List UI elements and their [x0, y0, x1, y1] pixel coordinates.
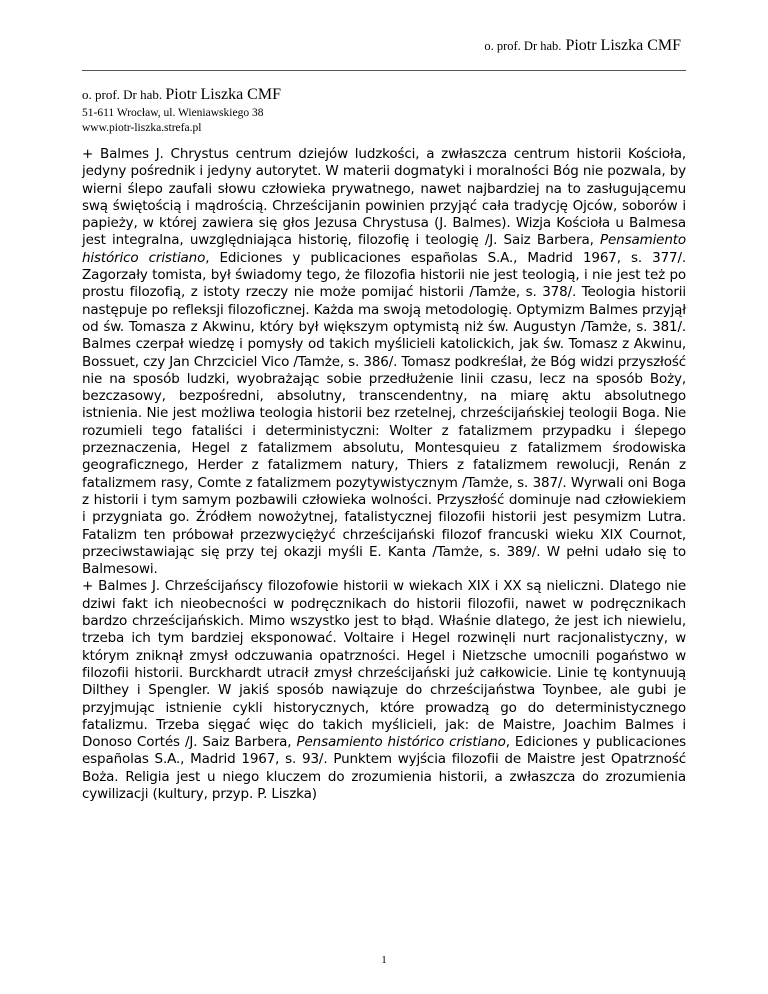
page-number: 1	[381, 954, 387, 966]
author-address: 51-611 Wrocław, ul. Wieniawskiego 38	[82, 106, 264, 119]
header-rule	[82, 70, 686, 71]
body-text	[82, 146, 686, 803]
author-website: www.piotr-liszka.strefa.pl	[82, 121, 202, 134]
paragraph-text: + Balmes J. Chrystus centrum dziejów ludzkości, a zwłaszcza centrum historii Kościoła, jedyny pośrednik i jedyny autorytet. W materii dogmatyki i moralności Bóg nie pozwala, by wierni ślepo zaufali słowu człowieka prywatnego, nawet najbardziej na to zasługującemu swą świętością i mądrością. Chrześcijanin powinien przyjąć cała tradycję Ojców, soborów i papieży, w której zawiera się głos Jezusa Chrystusa (J. Balmes). Wizja Kościoła u Balmesa jest integralna, uwzględniająca historię, filozofię i teologię /J. Saiz Barbera,	[82, 146, 686, 249]
author-name: Piotr Liszka CMF	[165, 86, 281, 103]
running-header-prefix: o. prof. Dr hab.	[484, 39, 562, 53]
author-block	[82, 85, 281, 136]
paragraph	[82, 146, 686, 578]
paragraph-text: , Ediciones y publicaciones españolas S.A., Madrid 1967, s. 93/. Punktem wyjścia filozofii de Maistre jest Opatrzność Boża. Religia jest u niego kluczem do zrozumienia historii, a zwłaszcza do zrozumienia cywilizacji (kultury, przyp. P. Liszka)	[82, 734, 686, 802]
paragraph	[82, 578, 686, 803]
running-header	[484, 37, 681, 55]
paragraph-text: , Ediciones y publicaciones españolas S.A., Madrid 1967, s. 377/. Zagorzały tomista, był świadomy tego, że filozofia historii nie jest teologią, i nie jest też po prostu filozofią, z istoty rzeczy nie może pomijać historii /Tamże, s. 378/. Teologia historii następuje po refleksji filozoficznej. Każda ma swoją metodologię. Optymizm Balmes przyjął od św. Tomasza z Akwinu, który był większym optymistą niż św. Augustyn /Tamże, s. 381/. Balmes czerpał wiedzę i pomysły od takich myślicieli katolickich, jak św. Tomasz z Akwinu, Bossuet, czy Jan Chrzciciel Vico /Tamże, s. 386/. Tomasz podkreślał, że Bóg widzi przyszłość nie na sposób ludzki, wyobrażając sobie przedłużenie linii czasu, lecz na sposób Boży, bezczasowy, bezpośredni, absolutny, transcendentny, na miarę aktu absolutnego istnienia. Nie jest możliwa teologia historii bez rzetelnej, chrześcijańskiej teologii Boga. Nie rozumieli tego fataliści i deterministyczni: Wolter z fatalizmem przypadku i ślepego przeznaczenia, Hegel z fatalizmem absolutu, Montesquieu z fatalizmem środowiska geograficznego, Herder z fatalizmem natury, Thiers z fatalizmem rewolucji, Renán z fatalizmem rasy, Comte z fatalizmem pozytywistycznym /Tamże, s. 387/. Wyrwali oni Boga z historii i tym samym pozbawili człowieka wolności. Przyszłość dominuje nad człowiekiem i przygniata go. Źródłem nowożytnej, fatalistycznej filozofii historii jest pesymizm Lutra. Fatalizm ten próbował przezwyciężyć chrześcijański filozof francuski wieku XIX Cournot, przeciwstawiając się przy tej okazji myśli E. Kanta /Tamże, s. 389/. W pełni udało się to Balmesowi.	[82, 249, 686, 578]
author-prefix: o. prof. Dr hab.	[82, 87, 163, 102]
running-header-name: Piotr Liszka CMF	[565, 37, 681, 54]
paragraph-text: + Balmes J. Chrześcijańscy filozofowie historii w wiekach XIX i XX są nieliczni. Dlatego nie dziwi fakt ich nieobecności w podręcznikach do historii filozofii, nawet w podręcznikach bardzo chrześcijańskich. Mimo wszystko jest to błąd. Właśnie dlatego, że jest ich niewielu, trzeba ich tym bardziej eksponować. Voltaire i Hegel rozwinęli nurt racjonalistyczny, w którym zniknął zmysł odczuwania opatrzności. Hegel i Nietzsche umocnili pogaństwo w filozofii historii. Burckhardt utracił zmysł chrześcijański już całkowicie. Linie tę kontynuują Dilthey i Spengler. W jakiś sposób nawiązuje do chrześcijaństwa Toynbee, ale gubi je przyjmując istnienie cykli historycznych, które prowadzą go do deterministycznego fatalizmu. Trzeba sięgać więc do takich myślicieli, jak: de Maistre, Joachim Balmes i Donoso Cortés /J. Saiz Barbera,	[82, 578, 686, 751]
author-line	[82, 85, 281, 106]
book-title: Pensamiento histórico cristiano	[296, 734, 506, 751]
book-title: Pensamiento histórico cristiano	[82, 232, 686, 266]
